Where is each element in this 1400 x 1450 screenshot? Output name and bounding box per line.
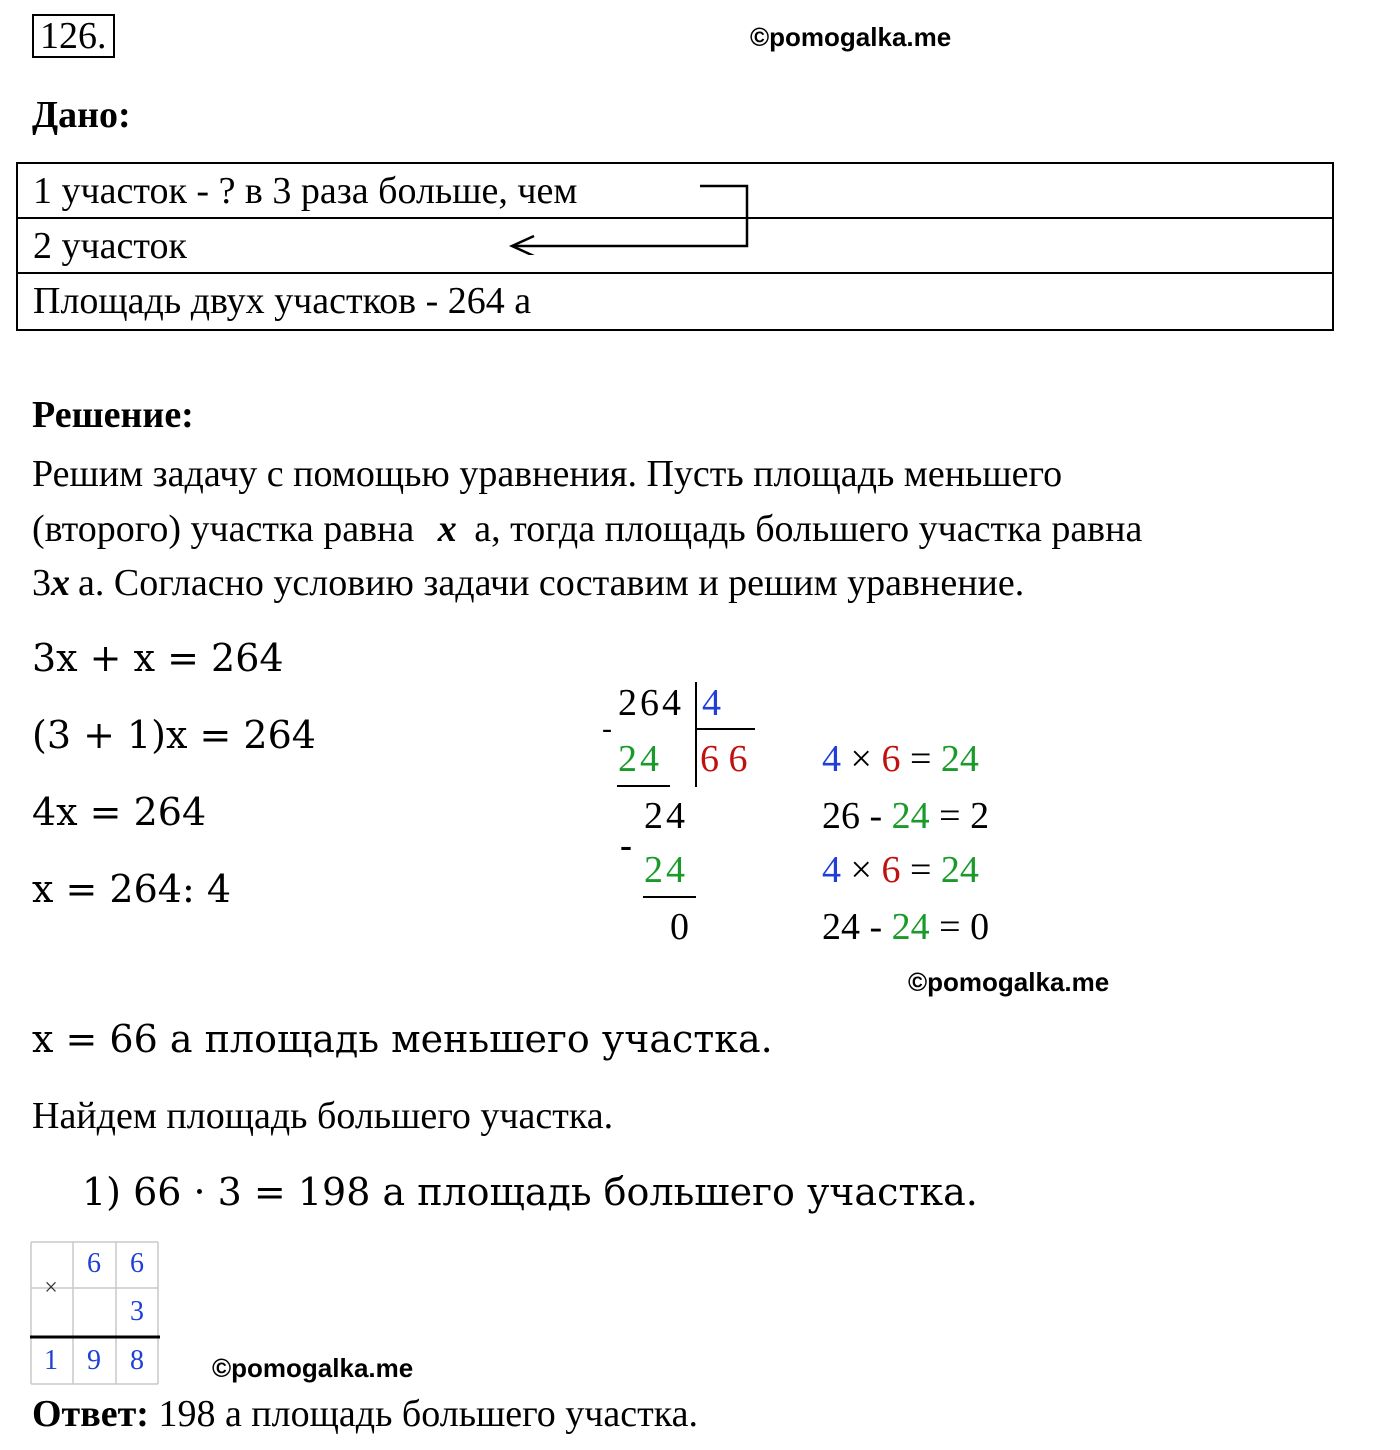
- note1-b: 6: [881, 738, 901, 780]
- intro-line3-var: x: [51, 562, 70, 604]
- division-dividend: 264: [618, 682, 684, 724]
- given-row-3: Площадь двух участков - 264 а: [33, 280, 532, 322]
- given-heading: Дано:: [32, 94, 131, 136]
- note3-b: 6: [881, 849, 901, 891]
- division-remainder-1: 24: [644, 795, 688, 837]
- relation-arrow-icon: [500, 175, 760, 255]
- division-subtrahend-1: 24: [618, 738, 662, 780]
- note2-b: 24: [891, 795, 930, 837]
- watermark-top: ©pomogalka.me: [750, 22, 952, 52]
- solution-intro-line3: [32, 561, 1024, 605]
- division-line-2: [643, 896, 696, 898]
- intro-line2-start: (второго) участка равна: [32, 508, 415, 550]
- intro-line3-coef: 3: [32, 562, 51, 604]
- division-note-3: [822, 848, 979, 892]
- division-quotient: 6 6: [700, 738, 748, 780]
- note3-op: ×: [841, 849, 882, 891]
- note4-b: 24: [891, 906, 930, 948]
- problem-number: 126.: [32, 14, 115, 58]
- division-subtrahend-2: 24: [644, 849, 688, 891]
- division-minus-1: -: [602, 712, 612, 745]
- solution-heading: Решение:: [32, 394, 194, 436]
- equation-2: (3 + 1)x = 264: [32, 713, 316, 757]
- given-row-1: 1 участок - ? в 3 раза больше, чем: [18, 164, 1332, 219]
- find-larger-text: Найдем площадь большего участка.: [32, 1095, 614, 1137]
- note2-eq: = 2: [929, 795, 990, 837]
- mult-row2-ones: 3: [130, 1296, 144, 1327]
- mult-row1-tens: 6: [87, 1248, 101, 1279]
- mult-result-hundreds: 1: [44, 1345, 58, 1376]
- division-result: 0: [670, 906, 689, 948]
- solution-intro-line1: Решим задачу с помощью уравнения. Пусть площадь меньшего: [32, 453, 1063, 495]
- mult-result-tens: 9: [87, 1345, 101, 1376]
- solution-intro-line2: [32, 507, 1142, 551]
- x-result: x = 66 а площадь меньшего участка.: [32, 1017, 773, 1061]
- note1-eq: =: [900, 738, 941, 780]
- note3-a: 4: [822, 849, 841, 891]
- answer-line: [32, 1392, 698, 1436]
- mult-result-ones: 8: [130, 1345, 144, 1376]
- equation-1: 3x + x = 264: [32, 636, 284, 680]
- equation-3: 4x = 264: [32, 790, 207, 834]
- multiply-sign: ×: [44, 1275, 58, 1301]
- division-minus-2: -: [620, 825, 632, 865]
- division-line-1: [617, 785, 670, 787]
- note3-eq: =: [900, 849, 941, 891]
- note4-a: 24 -: [822, 906, 892, 948]
- note1-a: 4: [822, 738, 841, 780]
- note4-eq: = 0: [929, 906, 990, 948]
- note3-c: 24: [940, 849, 979, 891]
- intro-variable: x: [437, 508, 457, 550]
- note2-a: 26 -: [822, 795, 892, 837]
- division-quotient-line: [697, 728, 755, 730]
- step-1: 1) 66 · 3 = 198 а площадь большего участка.: [82, 1170, 978, 1214]
- division-vertical-line: [695, 682, 697, 787]
- watermark-middle: ©pomogalka.me: [908, 967, 1110, 997]
- watermark-bottom: ©pomogalka.me: [212, 1353, 414, 1383]
- intro-line3-end: а. Согласно условию задачи составим и решим уравнение.: [78, 562, 1025, 604]
- mult-row1-ones: 6: [130, 1248, 144, 1279]
- intro-line2-end: а, тогда площадь большего участка равна: [474, 508, 1143, 550]
- division-note-1: [822, 737, 979, 781]
- division-note-2: [822, 794, 989, 838]
- answer-label: Ответ:: [32, 1393, 149, 1435]
- note1-op: ×: [841, 738, 882, 780]
- division-divisor: 4: [702, 682, 721, 724]
- division-note-4: [822, 905, 989, 949]
- answer-text: 198 а площадь большего участка.: [148, 1393, 698, 1435]
- note1-c: 24: [940, 738, 979, 780]
- equation-4: x = 264: 4: [32, 867, 232, 911]
- given-row-2: 2 участок: [18, 219, 1332, 274]
